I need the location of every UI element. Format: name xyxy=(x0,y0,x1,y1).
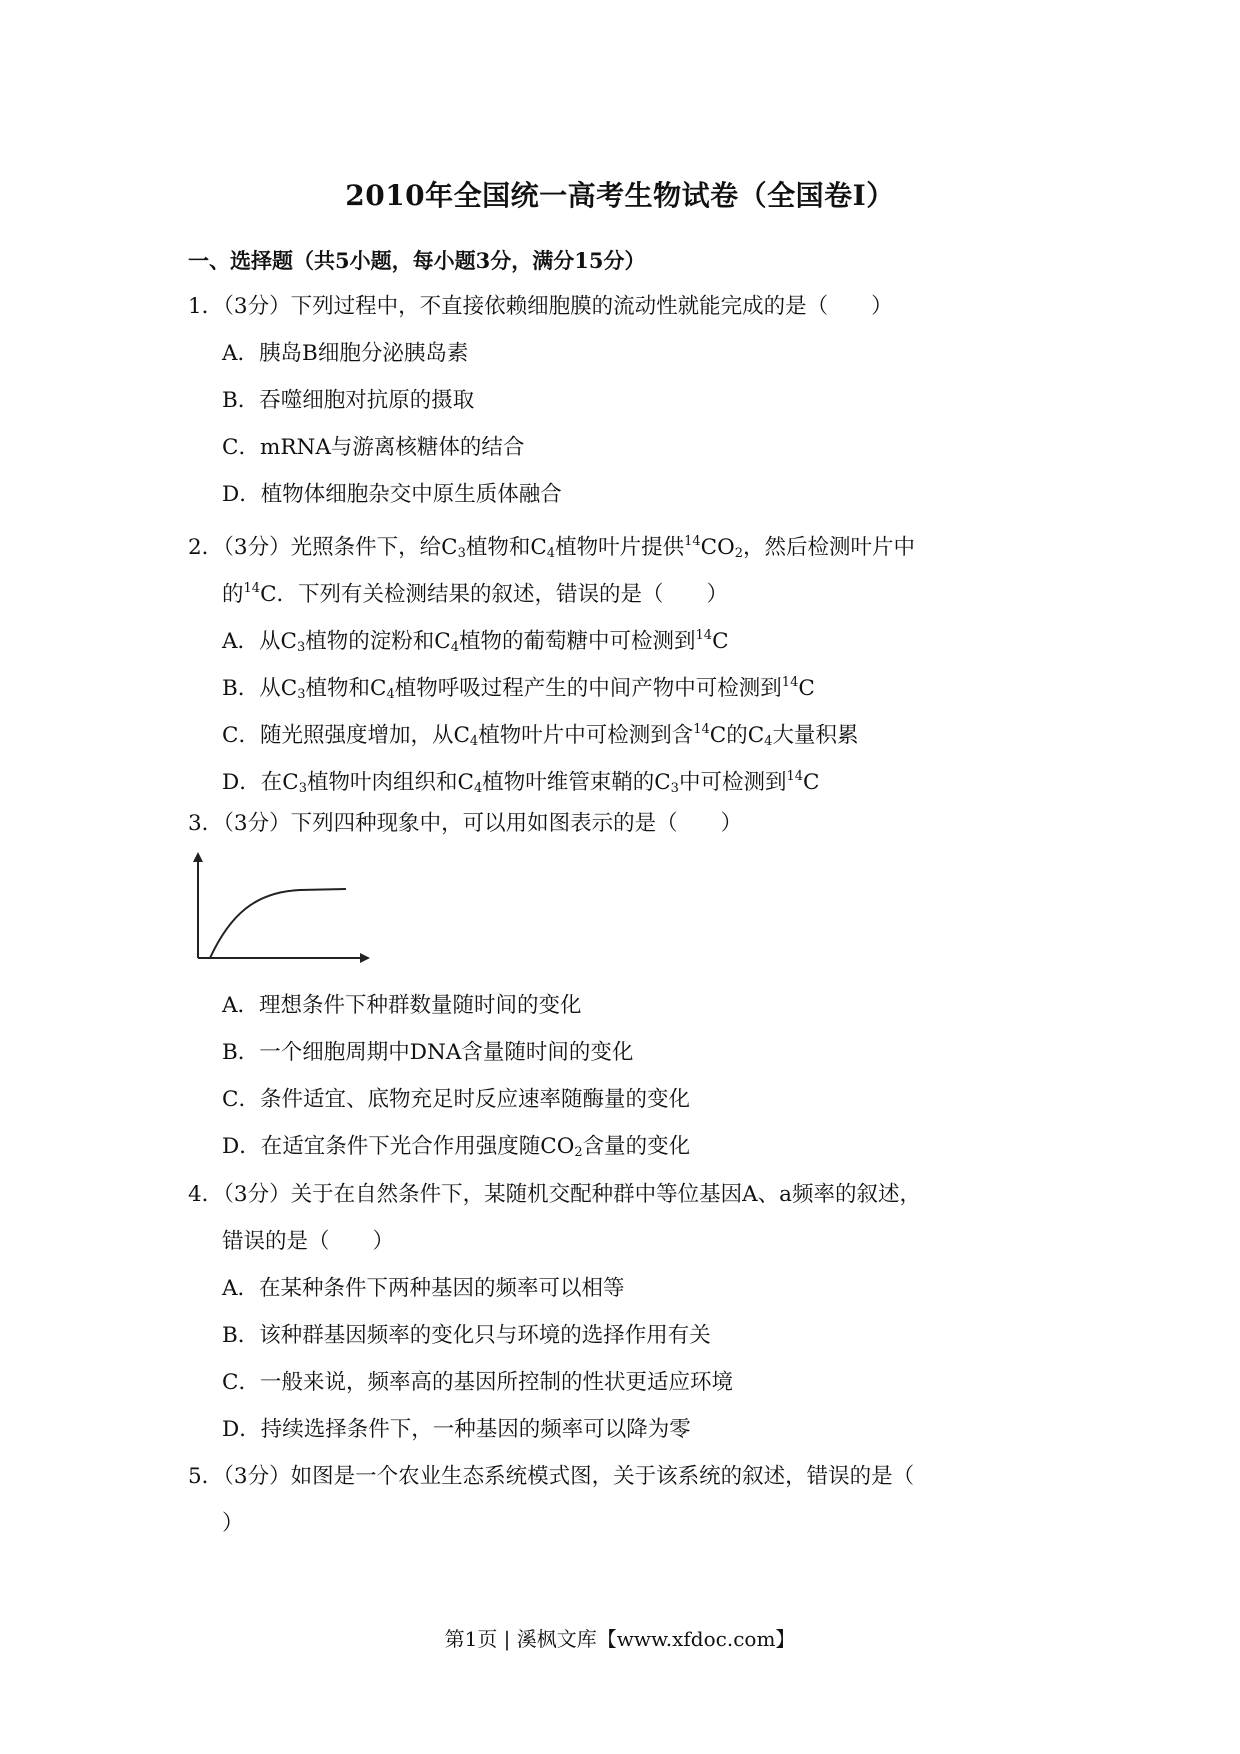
q4-stem: 4．（3分）关于在自然条件下，某随机交配种群中等位基因A、a频率的叙述， xyxy=(188,1182,921,1207)
q4-option-a: A．在某种条件下两种基因的频率可以相等 xyxy=(222,1276,625,1301)
y-axis-arrow xyxy=(193,852,203,862)
page-footer: 第1页 | 溪枫文库【www.xfdoc.com】 xyxy=(444,1627,796,1651)
q1-option-b: B．吞噬细胞对抗原的摄取 xyxy=(222,388,475,413)
q1-option-a: A．胰岛B细胞分泌胰岛素 xyxy=(222,341,469,366)
q3-option-b: B．一个细胞周期中DNA含量随时间的变化 xyxy=(222,1040,634,1065)
q2-option-b: B．从$C_3$植物和$C_4$植物呼吸过程产生的中间产物中可检测到$^{14}$C xyxy=(222,675,815,702)
q1-option-c: C．mRNA与游离核糖体的结合 xyxy=(222,435,525,460)
q3-option-a: A．理想条件下种群数量随时间的变化 xyxy=(222,993,582,1018)
q4-option-d: D．持续选择条件下，一种基因的频率可以降为零 xyxy=(222,1417,691,1442)
q3-stem: 3．（3分）下列四种现象中，可以用如图表示的是（ ） xyxy=(188,811,743,836)
q2-stem-continued: 的$^{14}$C．下列有关检测结果的叙述，错误的是（ ） xyxy=(222,581,729,607)
section-heading: 一、选择题（共5小题，每小题3分，满分15分） xyxy=(188,248,646,273)
q2-option-c: C．随光照强度增加，从$C_4$植物叶片中可检测到含$^{14}$C的$C_4$大量积累 xyxy=(222,722,859,749)
page-title: 2010年全国统一高考生物试卷（全国卷Ⅰ） xyxy=(345,179,895,212)
q4-stem-continued: 错误的是（ ） xyxy=(222,1229,395,1254)
x-axis-arrow xyxy=(360,953,370,963)
q2-option-d: D．在$C_3$植物叶肉组织和$C_4$植物叶维管束鞘的$C_3$中可检测到$^{14}$C xyxy=(222,769,820,796)
q4-option-b: B．该种群基因频率的变化只与环境的选择作用有关 xyxy=(222,1323,711,1348)
q3-curve-figure xyxy=(190,850,372,966)
q3-option-c: C．条件适宜、底物充足时反应速率随酶量的变化 xyxy=(222,1087,690,1112)
saturation-curve xyxy=(210,889,346,958)
q5-stem: 5．（3分）如图是一个农业生态系统模式图，关于该系统的叙述，错误的是（ xyxy=(188,1464,915,1489)
q3-option-d: D．在适宜条件下光合作用强度随$CO_2$含量的变化 xyxy=(222,1134,691,1160)
q5-stem-continued: ） xyxy=(222,1511,244,1536)
q1-stem: 1．（3分）下列过程中，不直接依赖细胞膜的流动性就能完成的是（ ） xyxy=(188,294,893,319)
q2-stem: 2．（3分）光照条件下，给$C_3$植物和$C_4$植物叶片提供$^{14}CO_2$，然后检测叶片中 xyxy=(188,534,916,561)
q2-option-a: A．从$C_3$植物的淀粉和$C_4$植物的葡萄糖中可检测到$^{14}$C xyxy=(222,628,729,655)
q1-option-d: D．植物体细胞杂交中原生质体融合 xyxy=(222,482,562,507)
q4-option-c: C．一般来说，频率高的基因所控制的性状更适应环境 xyxy=(222,1370,733,1395)
